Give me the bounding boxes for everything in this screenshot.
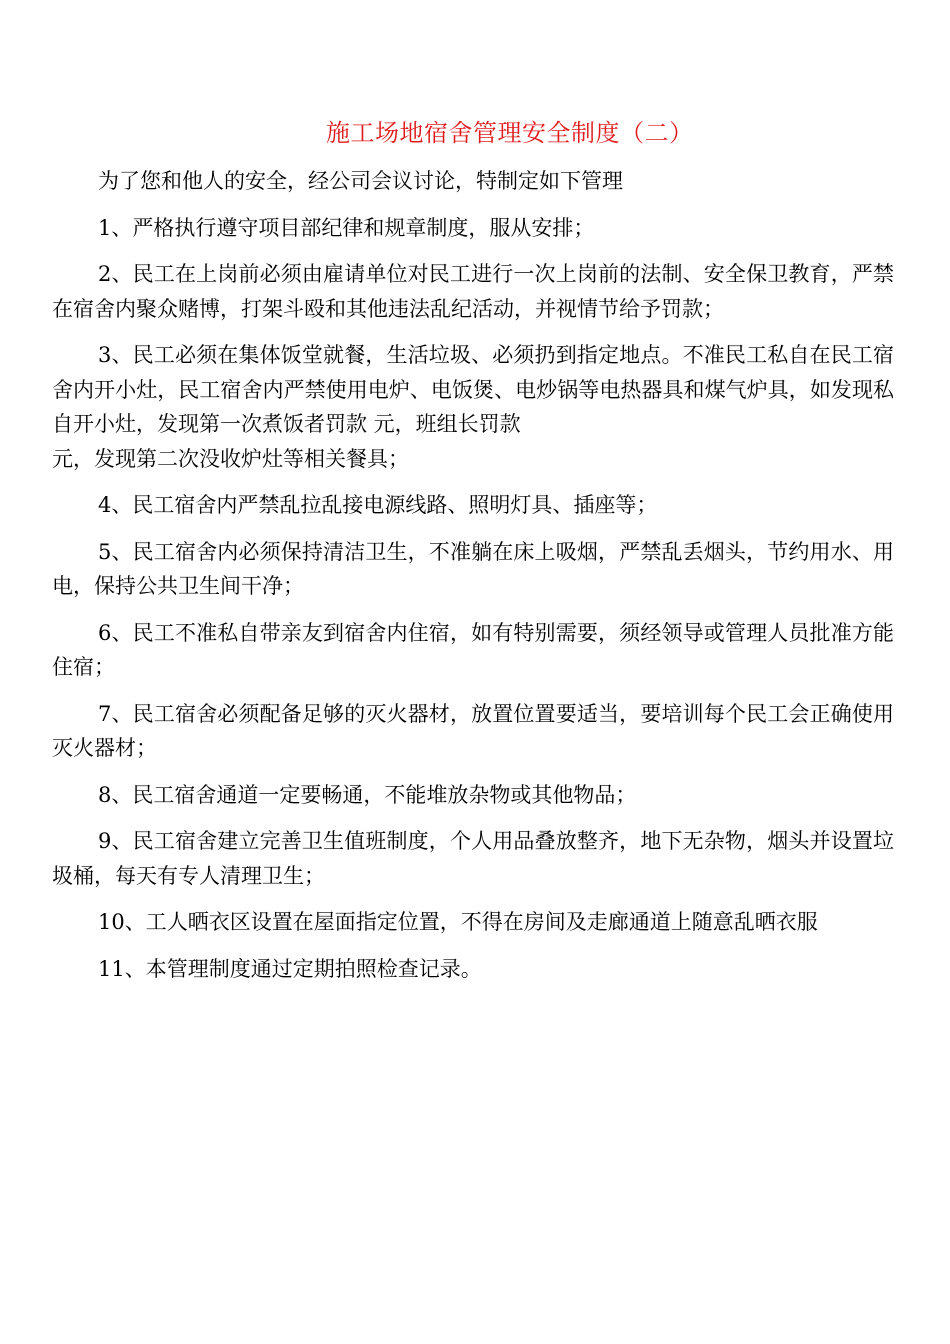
rule-item-6: 6、民工不准私自带亲友到宿舍内住宿，如有特别需要，须经领导或管理人员批准方能住宿； (52, 620, 894, 679)
rule-item-9: 9、民工宿舍建立完善卫生值班制度，个人用品叠放整齐，地下无杂物，烟头并设置垃圾桶，每天有专人清理卫生； (52, 829, 894, 888)
document-body (52, 164, 894, 986)
rule-item-1: 1、严格执行遵守项目部纪律和规章制度，服从安排； (98, 215, 595, 240)
rule-item-3: 3、民工必须在集体饭堂就餐，生活垃圾、必须扔到指定地点。不准民工私自在民工宿舍内开小灶，民工宿舍内严禁使用电炉、电饭煲、电炒锅等电热器具和煤气炉具，如发现私自开小灶，发现第一次煮饭者罚款 元，班组长罚款 (52, 343, 894, 436)
rule-item-10: 10、工人晒衣区设置在屋面指定位置，不得在房间及走廊通道上随意乱晒衣服 (98, 910, 818, 934)
rule-item-4: 4、民工宿舍内严禁乱拉乱接电源线路、照明灯具、插座等； (98, 493, 658, 517)
rule-item-5: 5、民工宿舍内必须保持清洁卫生，不准躺在床上吸烟，严禁乱丢烟头，节约用水、用电，保持公共卫生间干净； (52, 539, 894, 598)
document-title: 施工场地宿舍管理安全制度（二） (326, 119, 694, 147)
rule-item-2: 2、民工在上岗前必须由雇请单位对民工进行一次上岗前的法制、安全保卫教育，严禁在宿舍内聚众赌博，打架斗殴和其他违法乱纪活动，并视情节给予罚款； (52, 262, 894, 321)
rule-item-8: 8、民工宿舍通道一定要畅通，不能堆放杂物或其他物品； (98, 782, 637, 807)
rule-item-11: 11、本管理制度通过定期拍照检查记录。 (98, 956, 482, 981)
rule-item-7: 7、民工宿舍必须配备足够的灭火器材，放置位置要适当，要培训每个民工会正确使用灭火器材； (52, 701, 894, 760)
rule-item-3-continued: 元，发现第二次没收炉灶等相关餐具； (52, 446, 409, 471)
intro-paragraph: 为了您和他人的安全，经公司会议讨论，特制定如下管理 (98, 169, 623, 193)
